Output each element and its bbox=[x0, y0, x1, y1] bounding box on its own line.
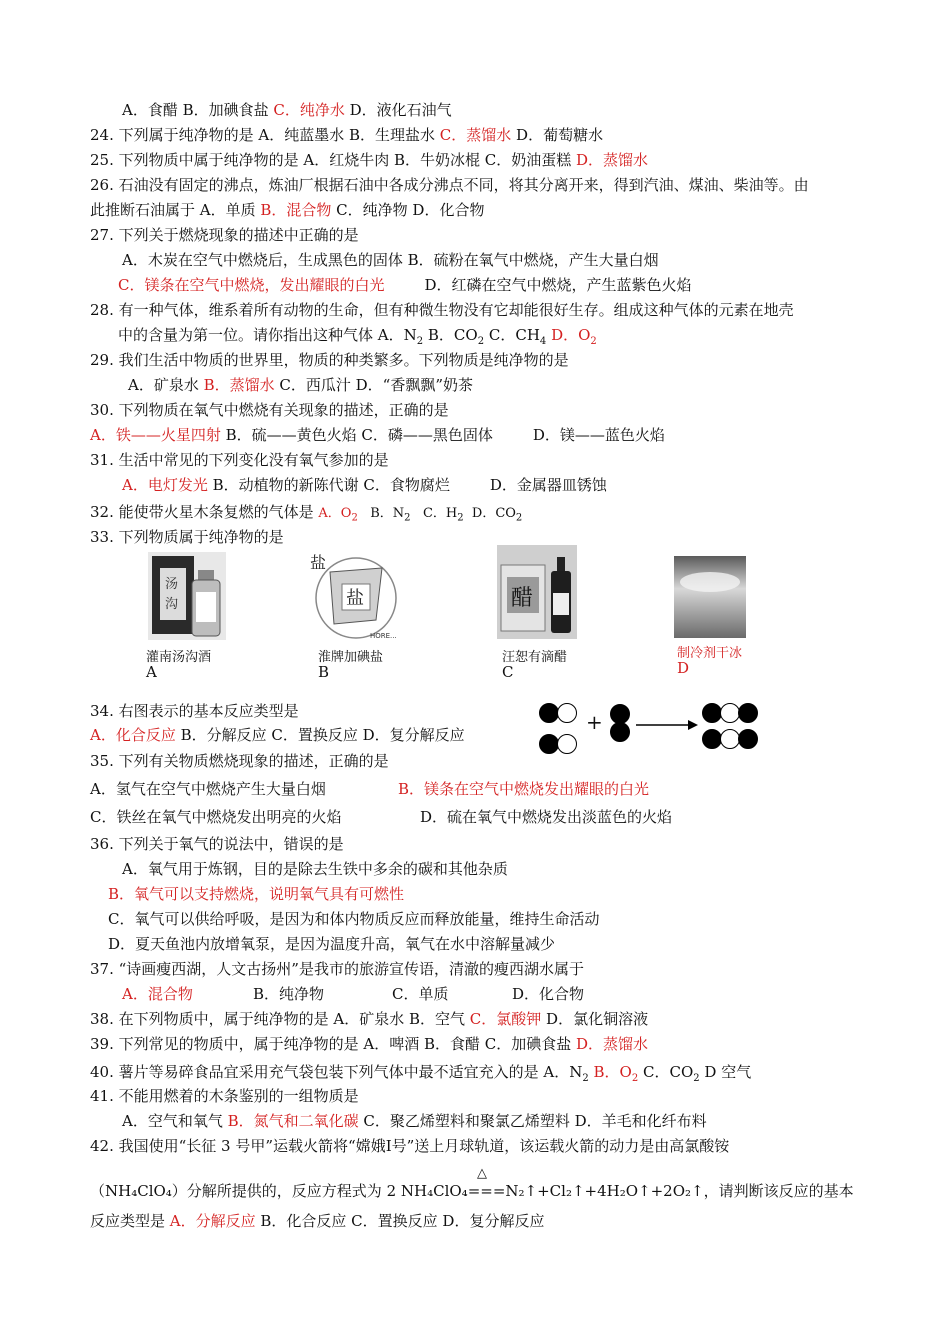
molecule-atom bbox=[720, 703, 740, 723]
q40-answer: B．$O_2$ bbox=[593, 1063, 639, 1084]
q40-opt-c: C．CO bbox=[643, 1063, 694, 1081]
q42-opt-rest: B．化合反应 C．置换反应 D．复分解反应 bbox=[260, 1212, 545, 1230]
q27-options-ab: A．木炭在空气中燃烧后，生成黑色的固体 B．硫粉在氧气中燃烧，产生大量白烟 bbox=[122, 251, 659, 269]
molecule-atom bbox=[539, 703, 559, 723]
q33-caption-a: 灌南汤沟酒 bbox=[146, 650, 212, 665]
q26-line2 bbox=[90, 200, 484, 220]
arrow-icon bbox=[636, 718, 698, 732]
q36-opt-d: D．夏天鱼池内放增氧泵，是因为温度升高，氧气在水中溶解量减少 bbox=[108, 935, 556, 953]
molecule-atom bbox=[702, 703, 722, 723]
q40-opt-d: D 空气 bbox=[704, 1063, 752, 1081]
q33-caption-b: 淮牌加碘盐 bbox=[318, 650, 384, 665]
q30-options bbox=[90, 425, 665, 445]
q36-opt-a: A．氧气用于炼钢，目的是除去生铁中多余的碳和其他杂质 bbox=[122, 860, 508, 878]
q42-line3 bbox=[90, 1211, 544, 1231]
q41-stem: 41. 不能用燃着的木条鉴别的一组物质是 bbox=[90, 1087, 359, 1105]
q31-options bbox=[122, 475, 607, 495]
q38 bbox=[90, 1009, 648, 1029]
q33-stem: 33. 下列物质属于纯净物的是 bbox=[90, 528, 284, 546]
q34-answer: A．化合反应 bbox=[90, 726, 181, 744]
svg-text:汤: 汤 bbox=[165, 577, 179, 592]
q39 bbox=[90, 1034, 648, 1054]
q37-opt-c: C．单质 bbox=[392, 985, 449, 1003]
q31-stem: 31. 生活中常见的下列变化没有氧气参加的是 bbox=[90, 451, 389, 469]
q41-opt-cd: C．聚乙烯塑料和聚氯乙烯塑料 D．羊毛和化纤布料 bbox=[363, 1112, 707, 1130]
q32-stem: 32. 能使带火星木条复燃的气体是 bbox=[90, 503, 319, 521]
q23-answer: C．纯净水 bbox=[273, 101, 350, 119]
q41-answer: B．氮气和二氧化碳 bbox=[227, 1112, 364, 1130]
molecule-atom bbox=[738, 703, 758, 723]
q24 bbox=[90, 125, 603, 145]
q33-letter-b: B bbox=[318, 663, 330, 681]
plus-sign: + bbox=[586, 710, 603, 734]
q34-opt-rest: B．分解反应 C．置换反应 D．复分解反应 bbox=[180, 726, 465, 744]
q40-stem: 40. 薯片等易碎食品宜采用充气袋包装下列气体中最不适宜充入的是 A．N bbox=[90, 1063, 583, 1081]
q37-opt-d: D．化合物 bbox=[512, 985, 585, 1003]
q30-opt-bc: B．硫——黄色火焰 C．磷——黑色固体 bbox=[225, 426, 493, 444]
q41-options bbox=[122, 1111, 707, 1131]
q23-opt-ab: A．食醋 B．加碘食盐 bbox=[122, 101, 274, 119]
q26-opt-a: 此推断石油属于 A．单质 bbox=[90, 201, 261, 219]
q33-letter-d: D bbox=[677, 659, 690, 677]
q37-answer: A．混合物 bbox=[122, 985, 193, 1003]
q25-stem: 25. 下列物质中属于纯净物的是 A．红烧牛肉 B．牛奶冰棍 C．奶油蛋糕 bbox=[90, 151, 577, 169]
q28-line1: 28. 有一种气体，维系着所有动物的生命，但有种微生物没有它却能很好生存。组成这种气体的元素在地壳 bbox=[90, 301, 794, 319]
q30-stem: 30. 下列物质在氧气中燃烧有关现象的描述，正确的是 bbox=[90, 401, 449, 419]
q34-options bbox=[90, 725, 465, 745]
q33-letter-c: C bbox=[502, 663, 514, 681]
q32-opt-b: B．N bbox=[370, 506, 405, 521]
q24-stem: 24. 下列属于纯净物的是 A．纯蓝墨水 B．生理盐水 bbox=[90, 126, 440, 144]
molecule-atom bbox=[557, 734, 577, 754]
q35-answer: B．镁条在空气中燃烧发出耀眼的白光 bbox=[398, 780, 650, 798]
q28-opt-b: B．CO bbox=[427, 326, 478, 344]
q42-line1: 42. 我国使用“长征 3 号甲”运载火箭将“嫦娥Ⅰ号”送上月球轨道，该运载火箭的动力是由高氯酸铵 bbox=[90, 1137, 730, 1155]
q23-options bbox=[122, 100, 452, 120]
q27-options-cd bbox=[118, 275, 692, 295]
q27-stem: 27. 下列关于燃烧现象的描述中正确的是 bbox=[90, 226, 359, 244]
q42-stem-tail: 反应类型是 bbox=[90, 1212, 170, 1230]
q36-answer: B．氧气可以支持燃烧，说明氧气具有可燃性 bbox=[108, 885, 405, 903]
molecule-atom bbox=[539, 734, 559, 754]
q35-stem: 35. 下列有关物质燃烧现象的描述，正确的是 bbox=[90, 752, 389, 770]
salt-bag-image bbox=[308, 550, 404, 640]
vinegar-label-text: 醋 bbox=[511, 586, 534, 611]
q35-opt-d: D．硫在氧气中燃烧发出淡蓝色的火焰 bbox=[420, 808, 673, 826]
q28-opt-c: C．CH bbox=[488, 326, 540, 344]
q35-opt-a: A．氢气在空气中燃烧产生大量白烟 bbox=[90, 780, 326, 798]
q25-answer: D．蒸馏水 bbox=[576, 151, 649, 169]
q27-answer: C．镁条在空气中燃烧，发出耀眼的白光 bbox=[118, 276, 385, 294]
q28-answer: D．$O_2$ bbox=[551, 326, 597, 347]
q26-line1: 26. 石油没有固定的沸点，炼油厂根据石油中各成分沸点不同，将其分离开来，得到汽油、煤油、柴油等。由 bbox=[90, 176, 809, 194]
q31-answer: A．电灯发光 bbox=[122, 476, 213, 494]
q42-answer: A．分解反应 bbox=[169, 1212, 261, 1230]
q24-answer: C．蒸馏水 bbox=[439, 126, 517, 144]
molecule-atom bbox=[738, 729, 758, 749]
q27-opt-d: D．红磷在空气中燃烧，产生蓝紫色火焰 bbox=[424, 276, 692, 294]
q29-answer: B．蒸馏水 bbox=[203, 376, 280, 394]
q29-options bbox=[128, 375, 473, 395]
molecule-atom bbox=[557, 703, 577, 723]
q37-stem: 37. “诗画瘦西湖，人文古扬州”是我市的旅游宣传语，清澈的瘦西湖水属于 bbox=[90, 960, 584, 978]
q32-opt-c: C．H bbox=[422, 506, 458, 521]
q40: 40. 薯片等易碎食品宜采用充气袋包装下列气体中最不适宜充入的是 A．$N_2$ B．$O_2$ C．$CO_2$ D 空气 bbox=[90, 1063, 752, 1084]
q38-opt-d: D．氯化铜溶液 bbox=[546, 1010, 649, 1028]
molecule-atom bbox=[720, 729, 740, 749]
salt-bag-text: 盐 bbox=[346, 588, 364, 609]
q33-caption-c: 汪恕有滴醋 bbox=[502, 650, 568, 665]
q28-line2: 中的含量为第一位。请你指出这种气体 A．$N_2$ B．$CO_2$ C．$CH_4$ D．$O_2$ bbox=[118, 326, 597, 347]
q26-answer: B．混合物 bbox=[260, 201, 337, 219]
q34-stem: 34. 右图表示的基本反应类型是 bbox=[90, 702, 299, 720]
q23-opt-d: D．液化石油气 bbox=[349, 101, 452, 119]
svg-text:沟: 沟 bbox=[165, 597, 179, 612]
q42-line2: （NH₄ClO₄）分解所提供的，反应方程式为 2 NH₄ClO₄===N₂↑+Cl₂↑+4H₂O↑+2O₂↑，请判断该反应的基本 bbox=[90, 1182, 854, 1200]
q38-answer: C．氯酸钾 bbox=[469, 1010, 547, 1028]
q29-stem: 29. 我们生活中物质的世界里，物质的种类繁多。下列物质是纯净物的是 bbox=[90, 351, 569, 369]
q26-opt-cd: C．纯净物 D．化合物 bbox=[336, 201, 485, 219]
salt-brand-text: 盐 bbox=[310, 553, 327, 572]
q41-opt-a: A．空气和氧气 bbox=[122, 1112, 228, 1130]
q29-opt-a: A．矿泉水 bbox=[128, 376, 204, 394]
q33-caption-d: 制冷剂干冰 bbox=[677, 646, 743, 661]
vinegar-bottle-image bbox=[497, 545, 577, 639]
heat-symbol: △ bbox=[477, 1166, 487, 1181]
q30-answer: A．铁——火星四射 bbox=[90, 426, 226, 444]
q36-opt-c: C．氧气可以供给呼吸，是因为和体内物质反应而释放能量，维持生命活动 bbox=[108, 910, 600, 928]
molecule-atom bbox=[610, 722, 630, 742]
dry-ice-image bbox=[674, 556, 746, 638]
q39-answer: D．蒸馏水 bbox=[576, 1035, 649, 1053]
q36-stem: 36. 下列关于氧气的说法中，错误的是 bbox=[90, 835, 344, 853]
q35-opt-c: C．铁丝在氧气中燃烧发出明亮的火焰 bbox=[90, 808, 342, 826]
q37-opt-b: B．纯净物 bbox=[253, 985, 325, 1003]
q32: 32. 能使带火星木条复燃的气体是 A．$O_2$ B．$N_2$ C．$H_2$ D．$CO_2$ bbox=[90, 503, 523, 524]
q33-letter-a: A bbox=[146, 663, 157, 681]
q31-opt-bc: B．动植物的新陈代谢 C．食物腐烂 bbox=[212, 476, 450, 494]
q31-opt-d: D．金属器皿锈蚀 bbox=[489, 476, 607, 494]
q30-opt-d: D．镁——蓝色火焰 bbox=[532, 426, 665, 444]
q32-answer: A．$O_2$ bbox=[318, 506, 358, 524]
q24-opt-d: D．葡萄糖水 bbox=[516, 126, 604, 144]
q28-opt-a: 中的含量为第一位。请你指出这种气体 A．N bbox=[118, 326, 417, 344]
molecule-atom bbox=[610, 704, 630, 724]
molecule-atom bbox=[702, 729, 722, 749]
liquor-bottle-image bbox=[148, 552, 226, 640]
q38-stem: 38. 在下列物质中，属于纯净物的是 A．矿泉水 B．空气 bbox=[90, 1010, 470, 1028]
salt-footer-text: HORE... bbox=[370, 632, 397, 640]
q25 bbox=[90, 150, 648, 170]
q39-stem: 39. 下列常见的物质中，属于纯净物的是 A．啤酒 B．食醋 C．加碘食盐 bbox=[90, 1035, 577, 1053]
q29-opt-cd: C．西瓜汁 D．“香飘飘”奶茶 bbox=[279, 376, 474, 394]
q32-opt-d: D．CO bbox=[471, 506, 516, 521]
